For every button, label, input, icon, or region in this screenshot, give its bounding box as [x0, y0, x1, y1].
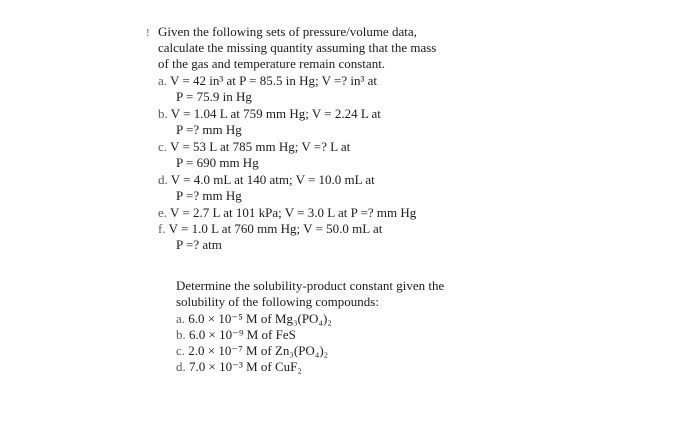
item-text: V = 53 L at 785 mm Hg; V =? L at: [170, 139, 351, 154]
problem2-item-b: [176, 327, 296, 342]
problem1-intro-line-1: Given the following sets of pressure/volume data,: [158, 24, 417, 39]
item-text: V = 1.0 L at 760 mm Hg; V = 50.0 mL at: [168, 221, 383, 236]
problem1-intro-line-3: of the gas and temperature remain constant.: [158, 56, 386, 71]
item-label: d.: [176, 359, 186, 374]
item-label: c.: [176, 343, 186, 358]
problem1-item-b-cont: P =? mm Hg: [176, 122, 242, 137]
item-label: c.: [158, 139, 168, 154]
problem1-item-f: [158, 221, 382, 236]
problem1-item-e: [158, 205, 416, 220]
item-text: 6.0 × 10⁻⁵ M of Mg₃(PO₄)₂: [188, 311, 332, 326]
item-text: V = 2.7 L at 101 kPa; V = 3.0 L at P =? mm Hg: [170, 205, 417, 220]
item-label: e.: [158, 205, 168, 220]
problem1-item-c: [158, 139, 350, 154]
problem-bullet: !: [146, 27, 150, 39]
problem2-intro-line-1: Determine the solubility-product constant given the: [176, 278, 445, 293]
item-text: V = 42 in³ at P = 85.5 in Hg; V =? in³ at: [170, 73, 378, 88]
problem1-item-f-cont: P =? atm: [176, 237, 222, 252]
problem2-item-a: [176, 311, 332, 326]
item-text: 2.0 × 10⁻⁷ M of Zn₃(PO₄)₂: [188, 343, 329, 358]
item-label: d.: [158, 172, 168, 187]
item-text: 7.0 × 10⁻³ M of CuF₂: [189, 359, 302, 374]
item-label: f.: [158, 221, 166, 236]
item-label: b.: [176, 327, 186, 342]
item-text: V = 4.0 mL at 140 atm; V = 10.0 mL at: [170, 172, 375, 187]
problem1-item-a-cont: P = 75.9 in Hg: [176, 89, 252, 104]
item-label: b.: [158, 106, 168, 121]
problem2-item-c: [176, 343, 328, 358]
problem1-intro-line-2: calculate the missing quantity assuming that the mass: [158, 40, 437, 55]
problem1-item-b: [158, 106, 381, 121]
item-label: a.: [176, 311, 186, 326]
item-text: 6.0 × 10⁻⁹ M of FeS: [189, 327, 296, 342]
problem1-item-d: [158, 172, 375, 187]
item-label: a.: [158, 73, 168, 88]
problem2-item-d: [176, 359, 302, 374]
item-text: V = 1.04 L at 759 mm Hg; V = 2.24 L at: [170, 106, 381, 121]
problem1-item-a: [158, 73, 377, 88]
problem1-item-c-cont: P = 690 mm Hg: [176, 155, 259, 170]
problem2-intro-line-2: solubility of the following compounds:: [176, 294, 379, 309]
problem1-item-d-cont: P =? mm Hg: [176, 188, 242, 203]
